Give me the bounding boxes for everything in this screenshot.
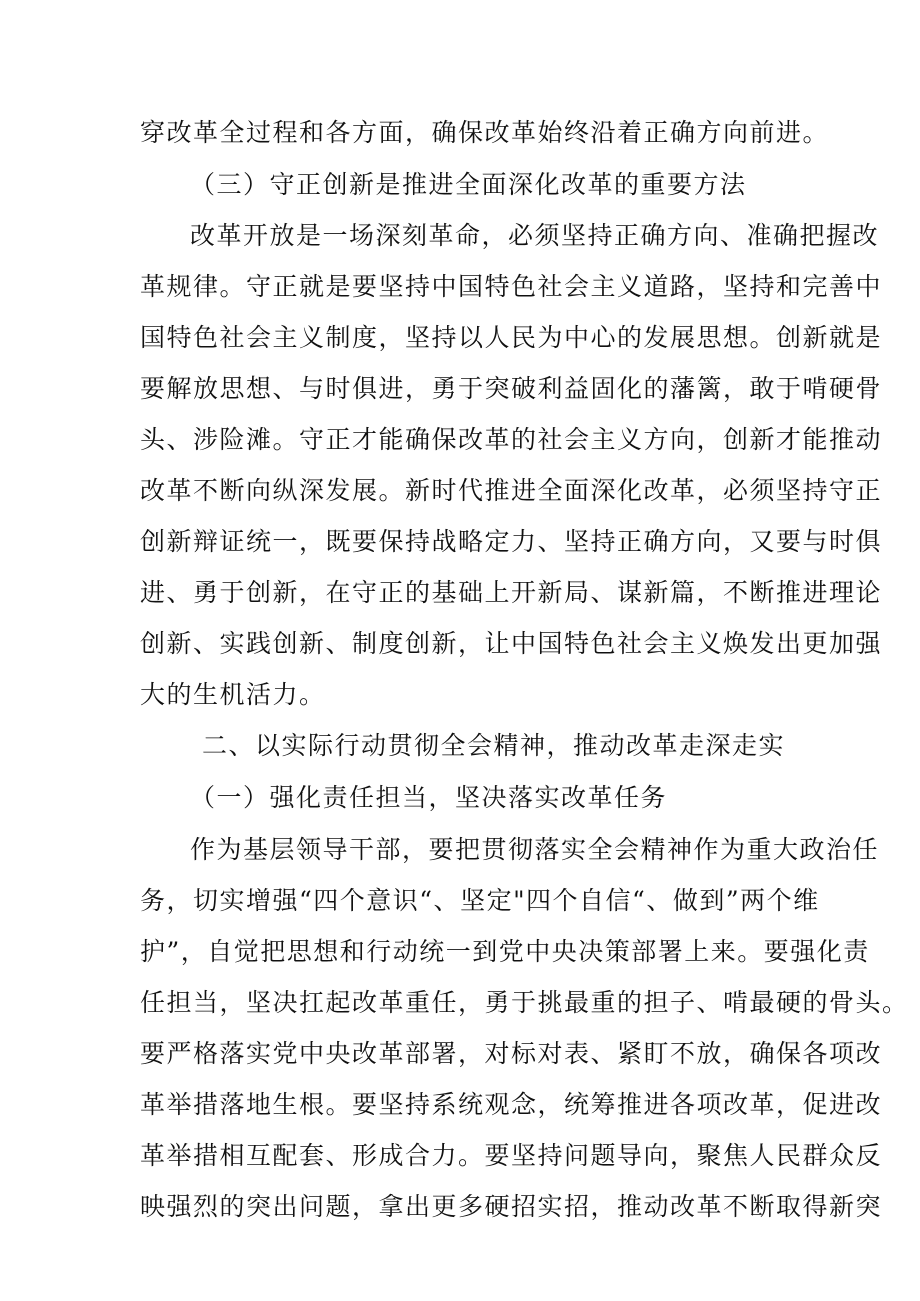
- subheading-one: （一）强化责任担当，坚决落实改革任务: [190, 783, 668, 812]
- body-line: 要解放思想、与时俱进，勇于突破利益固化的藩篱，敢于啃硬骨: [140, 374, 883, 403]
- body-line: 革举措落地生根。要坚持系统观念，统筹推进各项改革，促进改: [140, 1090, 883, 1119]
- body-line: 改革开放是一场深刻革命，必须坚持正确方向、准确把握改: [190, 221, 880, 250]
- body-line: 务，切实增强“四个意识“、坚定"四个自信“、做到”两个维: [140, 886, 820, 915]
- body-line: 进、勇于创新，在守正的基础上开新局、谋新篇，不断推进理论: [140, 578, 883, 607]
- body-line: 映强烈的突出问题，拿出更多硬招实招，推动改革不断取得新突: [140, 1192, 883, 1221]
- body-line: 任担当，坚决扛起改革重任，勇于挑最重的担子、啃最硬的骨头。: [140, 988, 909, 1017]
- body-line: 改革不断向纵深发展。新时代推进全面深化改革，必须坚持守正: [140, 476, 883, 505]
- body-line: 革举措相互配套、形成合力。要坚持问题导向，聚焦人民群众反: [140, 1141, 883, 1170]
- subheading-three: （三）守正创新是推进全面深化改革的重要方法: [190, 170, 747, 199]
- paragraph-continuation-line: 穿改革全过程和各方面，确保改革始终沿着正确方向前进。: [140, 118, 830, 147]
- body-line: 国特色社会主义制度，坚持以人民为中心的发展思想。创新就是: [140, 323, 883, 352]
- body-line: 创新辩证统一，既要保持战略定力、坚持正确方向，又要与时俱: [140, 527, 883, 556]
- body-line: 作为基层领导干部，要把贯彻落实全会精神作为重大政治任: [190, 835, 880, 864]
- section-heading-two: 二、以实际行动贯彻全会精神，推动改革走深走实: [202, 731, 786, 760]
- body-line: 护”，自觉把思想和行动统一到党中央决策部署上来。要强化责: [140, 937, 870, 966]
- body-line: 革规律。守正就是要坚持中国特色社会主义道路，坚持和完善中: [140, 272, 883, 301]
- body-line: 创新、实践创新、制度创新，让中国特色社会主义焕发出更加强: [140, 629, 883, 658]
- body-line: 头、涉险滩。守正才能确保改革的社会主义方向，创新才能推动: [140, 425, 883, 454]
- body-line: 要严格落实党中央改革部署，对标对表、紧盯不放，确保各项改: [140, 1039, 883, 1068]
- body-line: 大的生机活力。: [140, 680, 326, 709]
